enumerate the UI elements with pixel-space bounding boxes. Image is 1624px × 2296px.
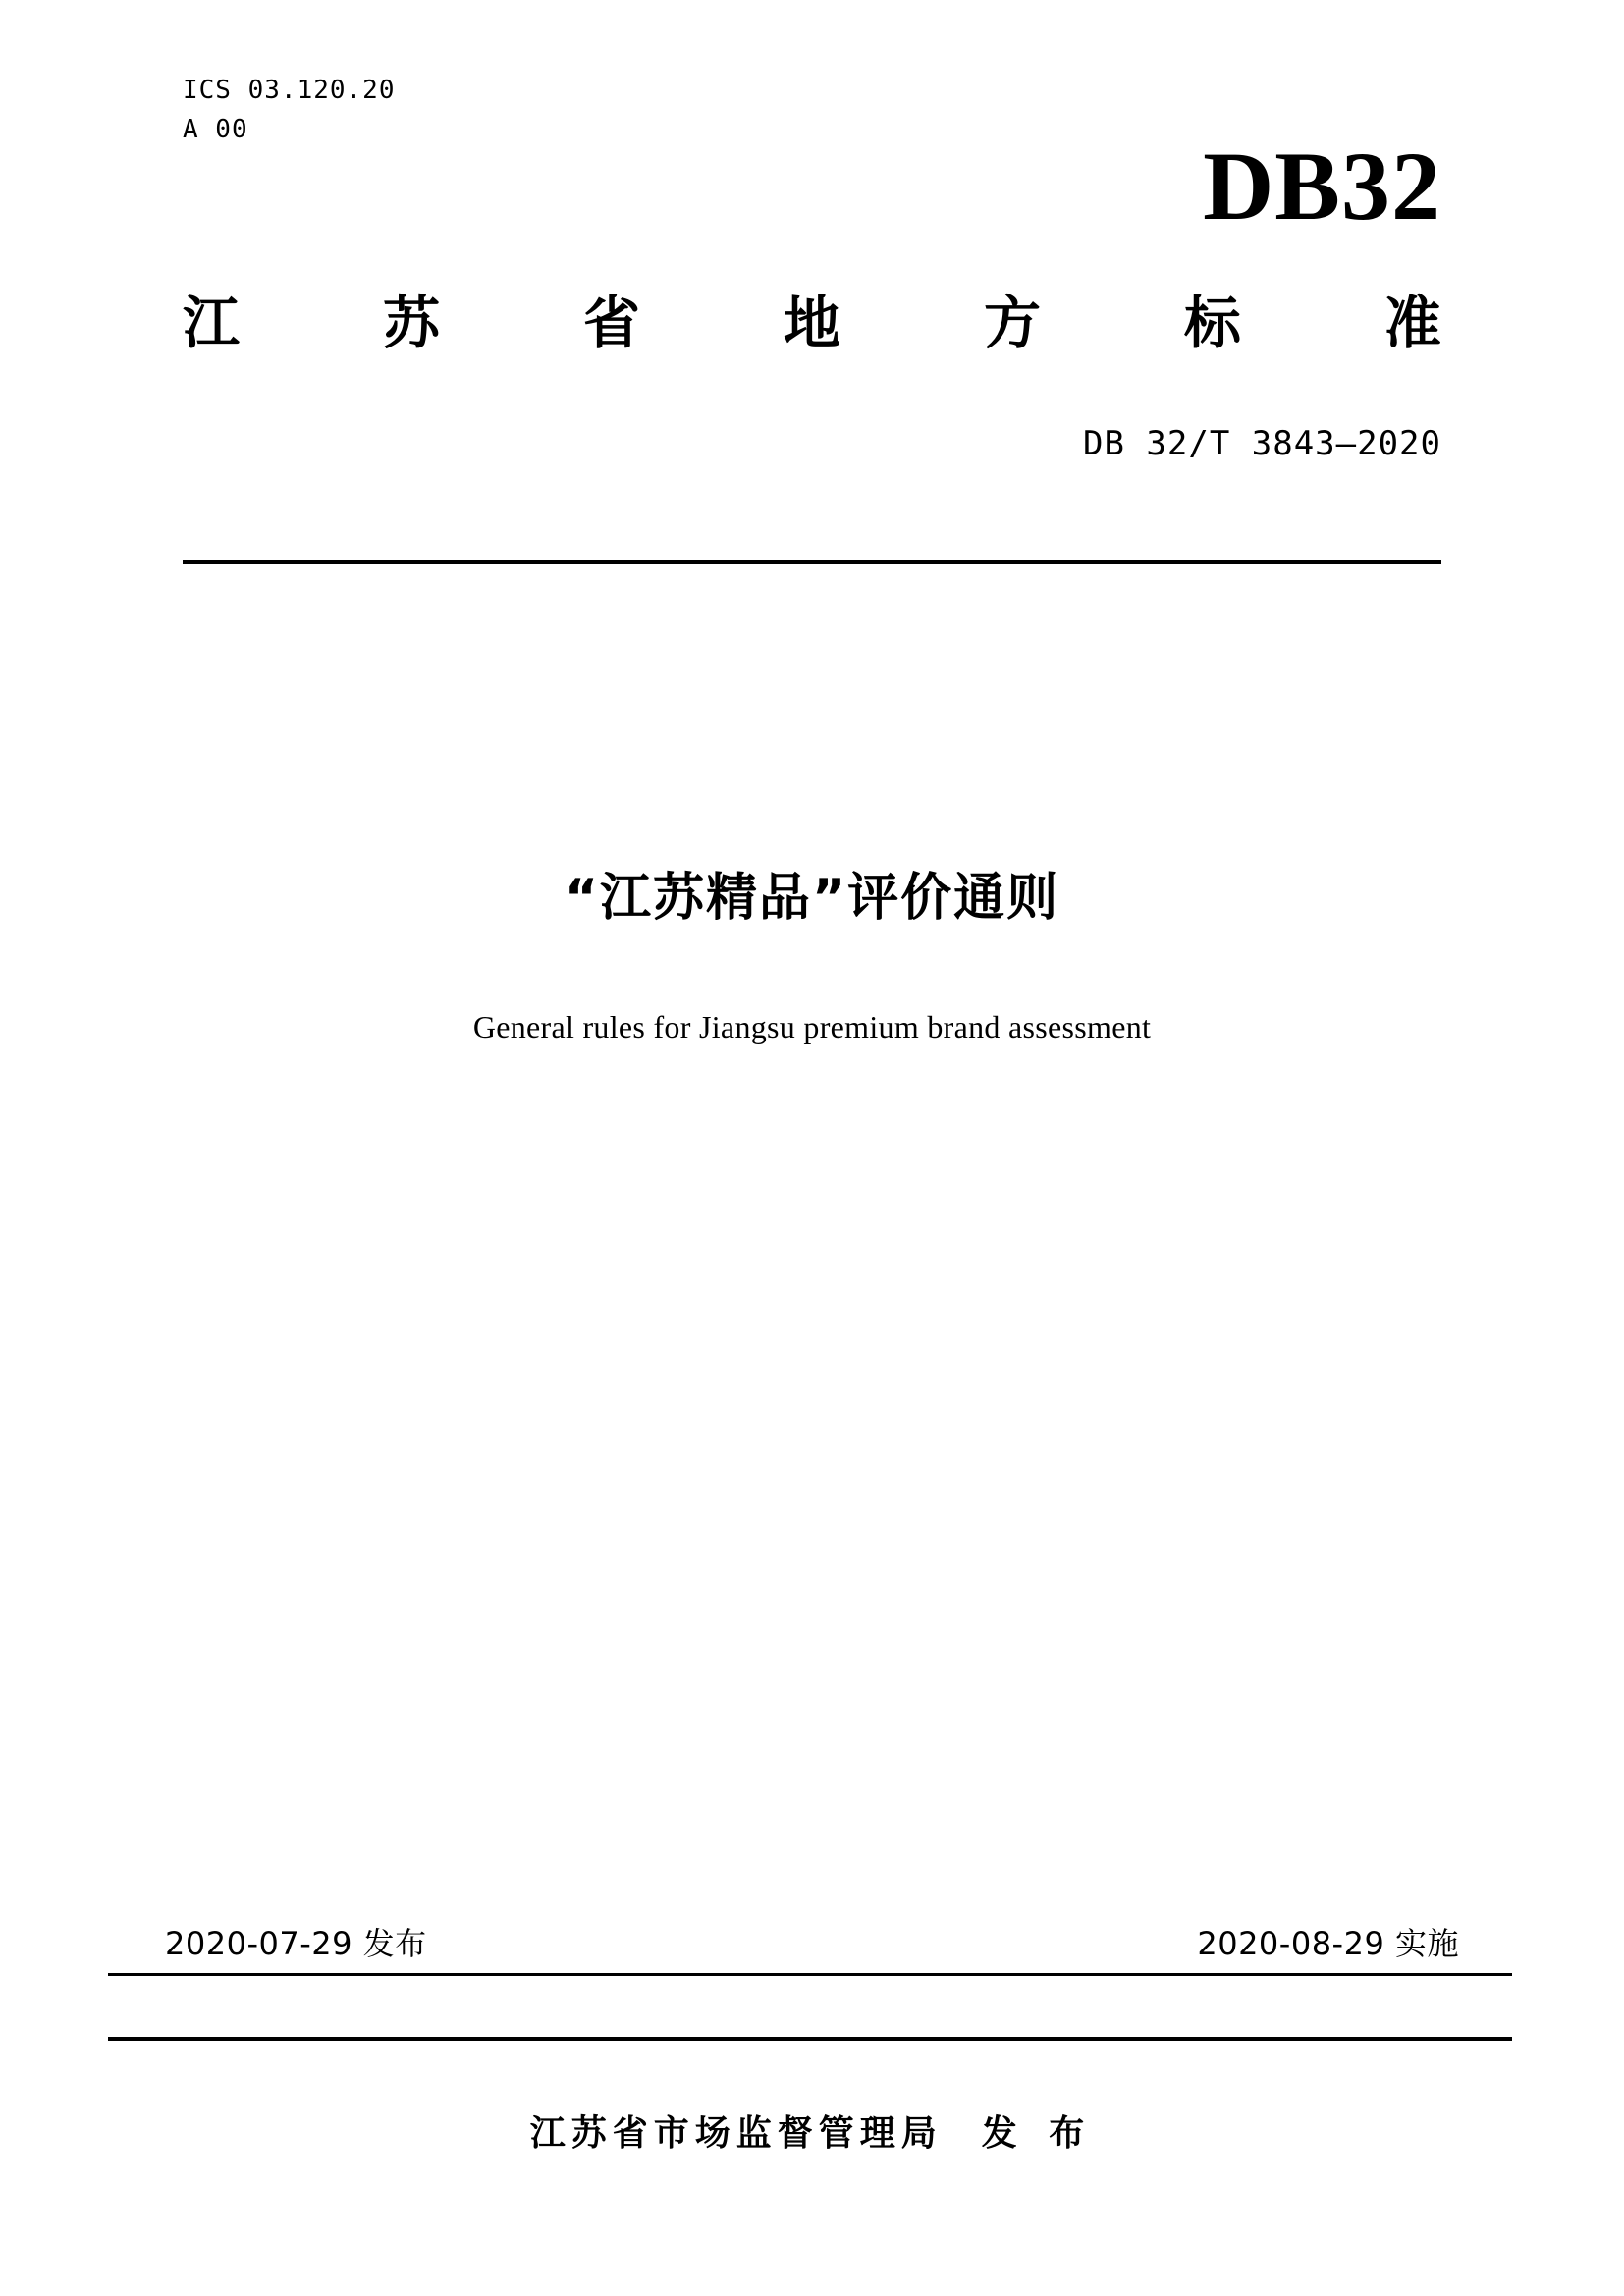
document-title-english: General rules for Jiangsu premium brand assessment (472, 1009, 1152, 1044)
heading-char-3: 地 (783, 290, 840, 356)
heading-char-5: 标 (1183, 290, 1241, 356)
heading-char-0: 江 (183, 290, 241, 356)
implementation-date: 2020-08-29 实施 (1197, 1925, 1459, 1962)
heading-char-6: 准 (1383, 290, 1441, 356)
heading-char-2: 省 (582, 290, 640, 356)
publisher-line (0, 2106, 1624, 2156)
heading-char-4: 方 (983, 290, 1041, 356)
standard-type-heading (183, 290, 1441, 356)
standard-number: DB 32/T 3843—2020 (1083, 424, 1441, 463)
footer-divider-rule-top (108, 1973, 1512, 1976)
heading-char-1: 苏 (382, 290, 440, 356)
ics-number: ICS 03.120.20 (183, 76, 396, 105)
ccs-classification-code: A 00 (183, 115, 248, 145)
document-title-chinese: “江苏精品”评价通则 (564, 869, 1060, 928)
issue-date: 2020-07-29 发布 (165, 1925, 427, 1962)
publisher-verb: 发 布 (981, 2113, 1095, 2154)
footer-divider-rule-bottom (108, 2037, 1512, 2041)
publisher-name: 江苏省市场监督管理局 (529, 2113, 943, 2154)
ics-classification-block (183, 71, 396, 150)
db32-logo: DB32 (1203, 132, 1441, 240)
header-divider-rule (183, 560, 1441, 564)
